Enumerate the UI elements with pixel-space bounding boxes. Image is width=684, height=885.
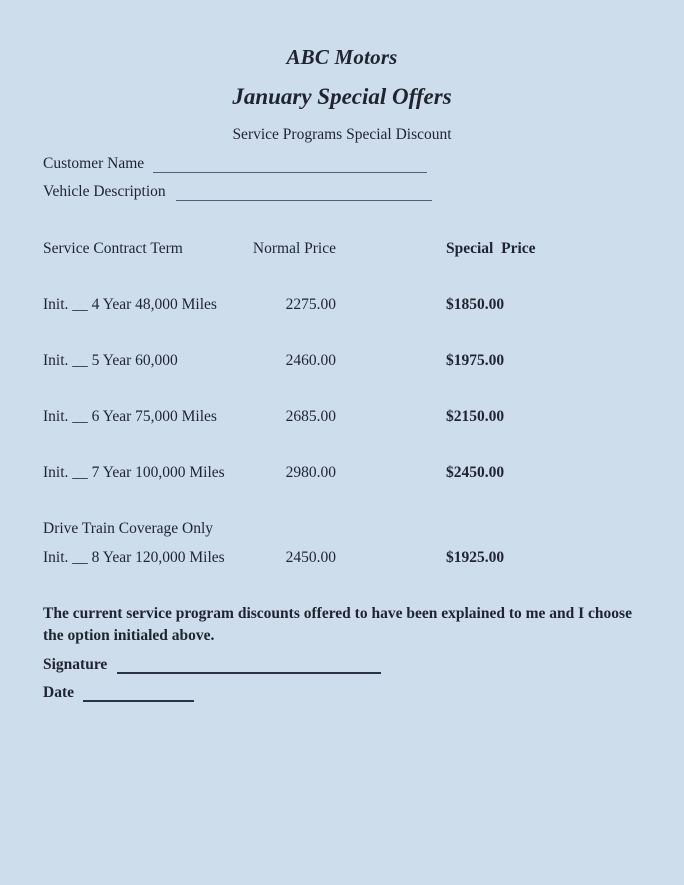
normal-price-cell: 2685.00	[285, 408, 336, 425]
special-price-cell: $2150.00	[446, 408, 505, 425]
term-cell: Init. __ 8 Year 120,000 Miles	[43, 549, 225, 566]
date-label: Date	[43, 684, 74, 701]
signature-line	[117, 653, 381, 674]
customer-name-label: Customer Name	[43, 155, 145, 172]
special-price-cell: $1925.00	[446, 549, 505, 566]
column-service-contract-term: Service Contract Term	[43, 240, 183, 257]
table-row	[0, 463, 684, 483]
normal-price-cell: 2460.00	[285, 352, 336, 369]
special-price-cell: $1850.00	[446, 296, 505, 313]
vehicle-description-label: Vehicle Description	[43, 183, 166, 200]
agreement-text: The current service program discounts offered to have been explained to me and I choose the option initialed above.	[43, 605, 632, 644]
vehicle-description-row	[43, 181, 432, 201]
column-normal-price: Normal Price	[252, 240, 336, 257]
term-cell: Init. __ 7 Year 100,000 Miles	[43, 464, 225, 481]
normal-price-cell: 2980.00	[285, 464, 336, 481]
column-special-price: Special Price	[446, 240, 536, 257]
vehicle-description-line	[176, 181, 432, 201]
offer-title: January Special Offers	[232, 84, 452, 109]
drive-train-section-text: Drive Train Coverage Only	[43, 520, 214, 537]
table-row	[0, 295, 684, 315]
date-row	[43, 681, 194, 702]
company-title: ABC Motors	[286, 45, 398, 69]
term-cell: Init. __ 4 Year 48,000 Miles	[43, 296, 217, 313]
normal-price-cell: 2450.00	[285, 549, 336, 566]
date-line	[83, 681, 194, 702]
table-row	[0, 351, 684, 371]
special-price-cell: $2450.00	[446, 464, 505, 481]
customer-name-row	[43, 153, 427, 173]
term-cell: Init. __ 5 Year 60,000	[43, 352, 178, 369]
customer-name-line	[153, 153, 427, 173]
form-subtitle: Service Programs Special Discount	[232, 126, 452, 143]
table-header-row	[0, 239, 684, 259]
term-cell: Init. __ 6 Year 75,000 Miles	[43, 408, 217, 425]
table-row	[0, 548, 684, 568]
normal-price-cell: 2275.00	[285, 296, 336, 313]
signature-row	[43, 653, 381, 674]
signature-label: Signature	[43, 656, 108, 673]
special-price-cell: $1975.00	[446, 352, 505, 369]
table-row	[0, 407, 684, 427]
drive-train-section-label	[0, 519, 684, 539]
